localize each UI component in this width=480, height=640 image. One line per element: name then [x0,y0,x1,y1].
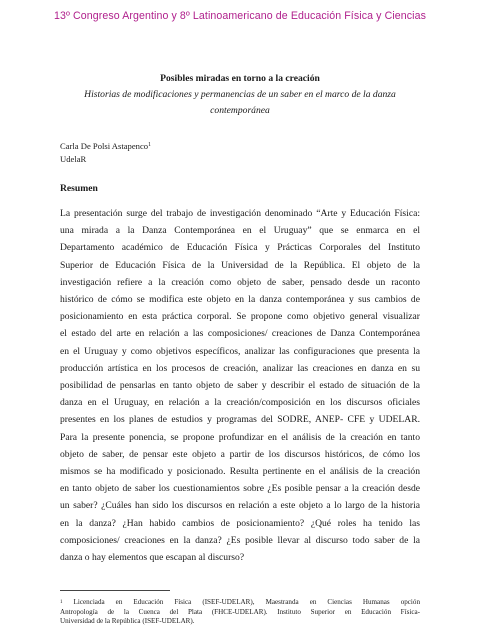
abstract-line: objeto de saber, de pensar este objeto a partir de los discursos históricos, de cómo los [60,448,420,460]
abstract-line: producción artística en los procesos de creación, analizar las creaciones en danza en su [60,362,420,374]
abstract-heading: Resumen [60,183,98,194]
author-line [60,140,151,153]
abstract-line: danza en el Uruguay, en relación a la creación/composición en los discursos oficiales [60,397,420,409]
paper-title: Posibles miradas en torno a la creación [160,73,320,84]
subtitle-line: Historias de modificaciones y permanencias de un saber en el marco de la danza [84,89,396,100]
footnote-ref[interactable]: 1 [148,142,152,148]
abstract-line: en tanto objeto de saber los cuestionamientos sobre ¿Es posible pensar a la creación desde [60,483,420,495]
paper-subtitle [60,87,420,119]
footnote-text: Licenciada en Educación Física (ISEF-UDELAR), Maestranda en Ciencias Humanas opción [73,598,420,606]
abstract-line: composiciones/ creaciones en la danza? ¿Es posible llevar al discurso todo saber de la [60,534,420,546]
footnote-marker: 1 [60,600,63,605]
abstract-line: histórico de cómo se modifica este objeto en la danza contemporánea y sus cambios de [60,294,420,306]
footnote-line [60,598,420,608]
abstract-line: Para la presente ponencia, se propone profundizar en el análisis de la creación en tanto [60,431,420,443]
abstract-line: investigación refiere a la creación como objeto de saber, pensado desde un raconto [60,276,420,288]
conference-header: 13º Congreso Argentino y 8º Latinoamericano de Educación Física y Ciencias [54,10,426,22]
abstract-line: posicionamiento en esta práctica corporal. Se propone como objetivo general visualizar [60,311,420,323]
abstract-line: presentes en los planes de estudios y programas del SODRE, ANEP- CFE y UDELAR. [60,414,420,426]
author-name: Carla De Polsi Astapenco [60,141,149,151]
abstract-line: La presentación surge del trabajo de investigación denominado “Arte y Educación Física: [60,208,420,219]
footnote [60,598,420,627]
title-block [60,72,420,119]
abstract-line: en el Uruguay y como objetivos específicos, analizar las configuraciones que presenta la [60,345,420,357]
author-block [60,140,151,166]
abstract-line: danza o hay elementos que escapan al discurso? [60,552,245,564]
abstract-line: Superior de Educación Física de la Universidad de la República. El objeto de la [60,259,420,271]
footnote-line: Antropología de la Cuenca del Plata (FHCE-UDELAR). Instituto Superior en Educación Física- [60,607,420,616]
footnote-divider [60,590,170,591]
affiliation: UdelaR [60,154,87,164]
abstract-line: una mirada a la Danza Contemporánea en el Uruguay” que se enmarca en el [60,225,420,237]
abstract-line: en la danza? ¿Han habido cambios de posicionamiento? ¿Qué roles ha tenido las [60,517,420,529]
abstract-line: el estado del arte en relación a las composiciones/ creaciones de Danza Contemporánea [60,328,420,340]
abstract-line: posibilidad de pensarlas en tanto objeto de saber y describir el estado de situación de la [60,380,420,392]
abstract-body [60,205,420,566]
subtitle-line: contemporánea [210,105,270,116]
abstract-line: un saber? ¿Cuáles han sido los discursos en relación a este objeto a lo largo de la historia [60,500,420,512]
abstract-line: mismos se ha modificado y posicionado. Resulta pertinente en el análisis de la creación [60,466,420,478]
footnote-line: Universidad de la República (ISEF-UDELAR). [60,617,195,626]
abstract-line: Departamento académico de Educación Física y Prácticas Corporales del Instituto [60,242,420,254]
